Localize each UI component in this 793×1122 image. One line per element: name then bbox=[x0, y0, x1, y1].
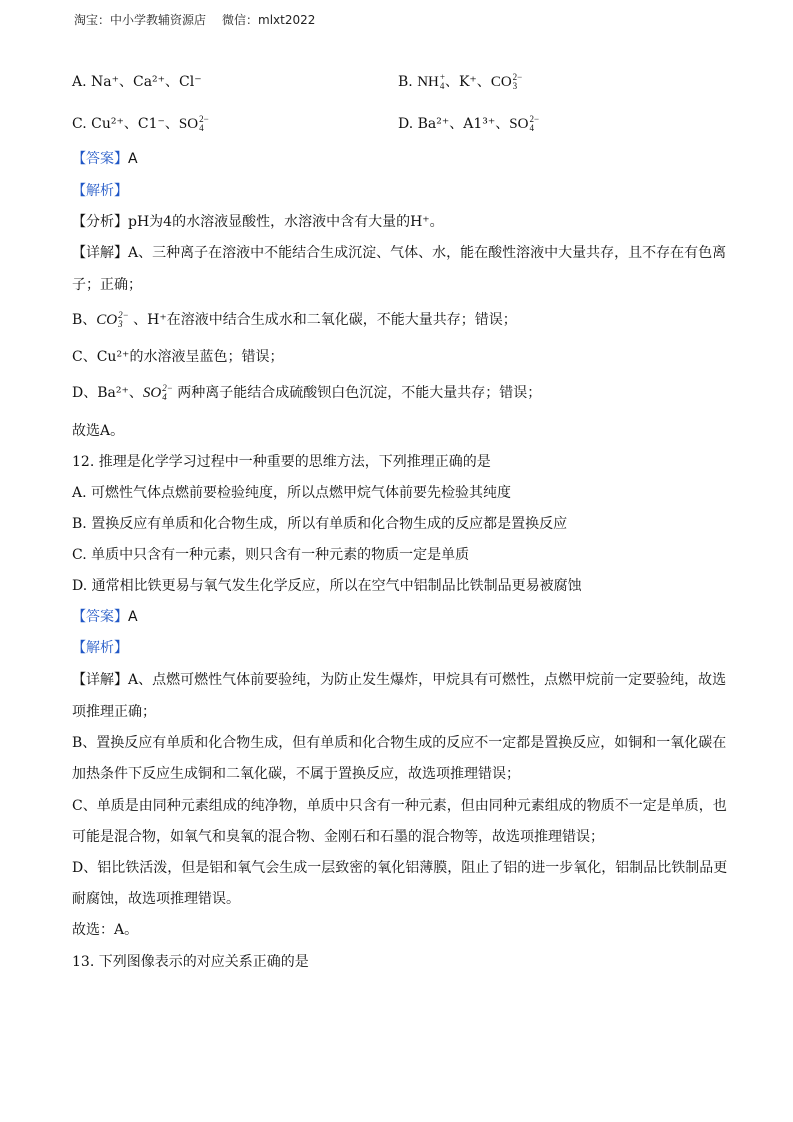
q13-stem: 13. 下列图像表示的对应关系正确的是 bbox=[72, 954, 309, 970]
shop-name: 淘宝：中小学教辅资源店 bbox=[74, 13, 207, 27]
q11-detail-line2: 子；正确； bbox=[72, 277, 142, 293]
q11-detail-b: B、CO 2− 3 、H⁺在溶液中结合生成水和二氧化碳，不能大量共存；错误； bbox=[72, 309, 517, 329]
page-header bbox=[74, 11, 315, 28]
q11-analysis-tag: 【解析】 bbox=[72, 183, 128, 199]
q11-answer: 【答案】A bbox=[72, 151, 138, 167]
q12-detail-b2: 加热条件下反应生成铜和二氧化碳，不属于置换反应，故选项推理错误； bbox=[72, 766, 520, 782]
q12-option-a: A. 可燃性气体点燃前要检验纯度，所以点燃甲烷气体前要先检验其纯度 bbox=[72, 485, 512, 501]
q12-detail-a1: 【详解】A、点燃可燃性气体前要验纯，为防止发生爆炸，甲烷具有可燃性，点燃甲烷前一定要验纯，故选 bbox=[72, 672, 727, 688]
q11-detail-c: C、Cu²⁺的水溶液呈蓝色；错误； bbox=[72, 349, 284, 365]
q11-analysis: 【分析】pH为4的水溶液显酸性，水溶液中含有大量的H⁺。 bbox=[72, 214, 444, 230]
q11-detail-d: D、Ba²⁺、SO 2− 4 两种离子能结合成硫酸钡白色沉淀，不能大量共存；错误； bbox=[72, 382, 542, 402]
q12-option-b: B. 置换反应有单质和化合物生成，所以有单质和化合物生成的反应都是置换反应 bbox=[72, 516, 568, 532]
q12-detail-b1: B、置换反应有单质和化合物生成，但有单质和化合物生成的反应不一定都是置换反应，如铜和一氧化碳在 bbox=[72, 735, 727, 751]
q12-detail-d1: D、铝比铁活泼，但是铝和氧气会生成一层致密的氧化铝薄膜，阻止了铝的进一步氧化，铝制品比铁制品更 bbox=[72, 860, 728, 876]
option-c: C. Cu²⁺、C1⁻、SO 2− 4 bbox=[72, 113, 209, 133]
q12-detail-c2: 可能是混合物，如氧气和臭氧的混合物、金刚石和石墨的混合物等，故选项推理错误； bbox=[72, 829, 604, 845]
q11-detail-line1: 【详解】A、三种离子在溶液中不能结合生成沉淀、气体、水，能在酸性溶液中大量共存，且不存在有色离 bbox=[72, 245, 727, 261]
q12-conclusion: 故选：A。 bbox=[72, 922, 139, 938]
q12-option-c: C. 单质中只含有一种元素，则只含有一种元素的物质一定是单质 bbox=[72, 547, 470, 563]
q12-stem: 12. 推理是化学学习过程中一种重要的思维方法，下列推理正确的是 bbox=[72, 454, 491, 470]
q12-detail-d2: 耐腐蚀，故选项推理错误。 bbox=[72, 891, 240, 907]
wechat-id: 微信：mlxt2022 bbox=[222, 13, 316, 27]
option-a: A. Na⁺、Ca²⁺、Cl⁻ bbox=[72, 74, 202, 90]
q12-detail-a2: 项推理正确； bbox=[72, 704, 156, 720]
q12-option-d: D. 通常相比铁更易与氧气发生化学反应，所以在空气中铝制品比铁制品更易被腐蚀 bbox=[72, 578, 582, 594]
q12-analysis-tag: 【解析】 bbox=[72, 640, 128, 656]
q12-answer: 【答案】A bbox=[72, 609, 138, 625]
q11-conclusion: 故选A。 bbox=[72, 423, 125, 439]
option-d: D. Ba²⁺、A1³⁺、SO 2− 4 bbox=[398, 113, 540, 133]
q12-detail-c1: C、单质是由同种元素组成的纯净物，单质中只含有一种元素，但由同种元素组成的物质不一定是单质，也 bbox=[72, 798, 727, 814]
option-b: B. NH + 4 、K⁺、CO 2− 3 bbox=[398, 71, 523, 91]
